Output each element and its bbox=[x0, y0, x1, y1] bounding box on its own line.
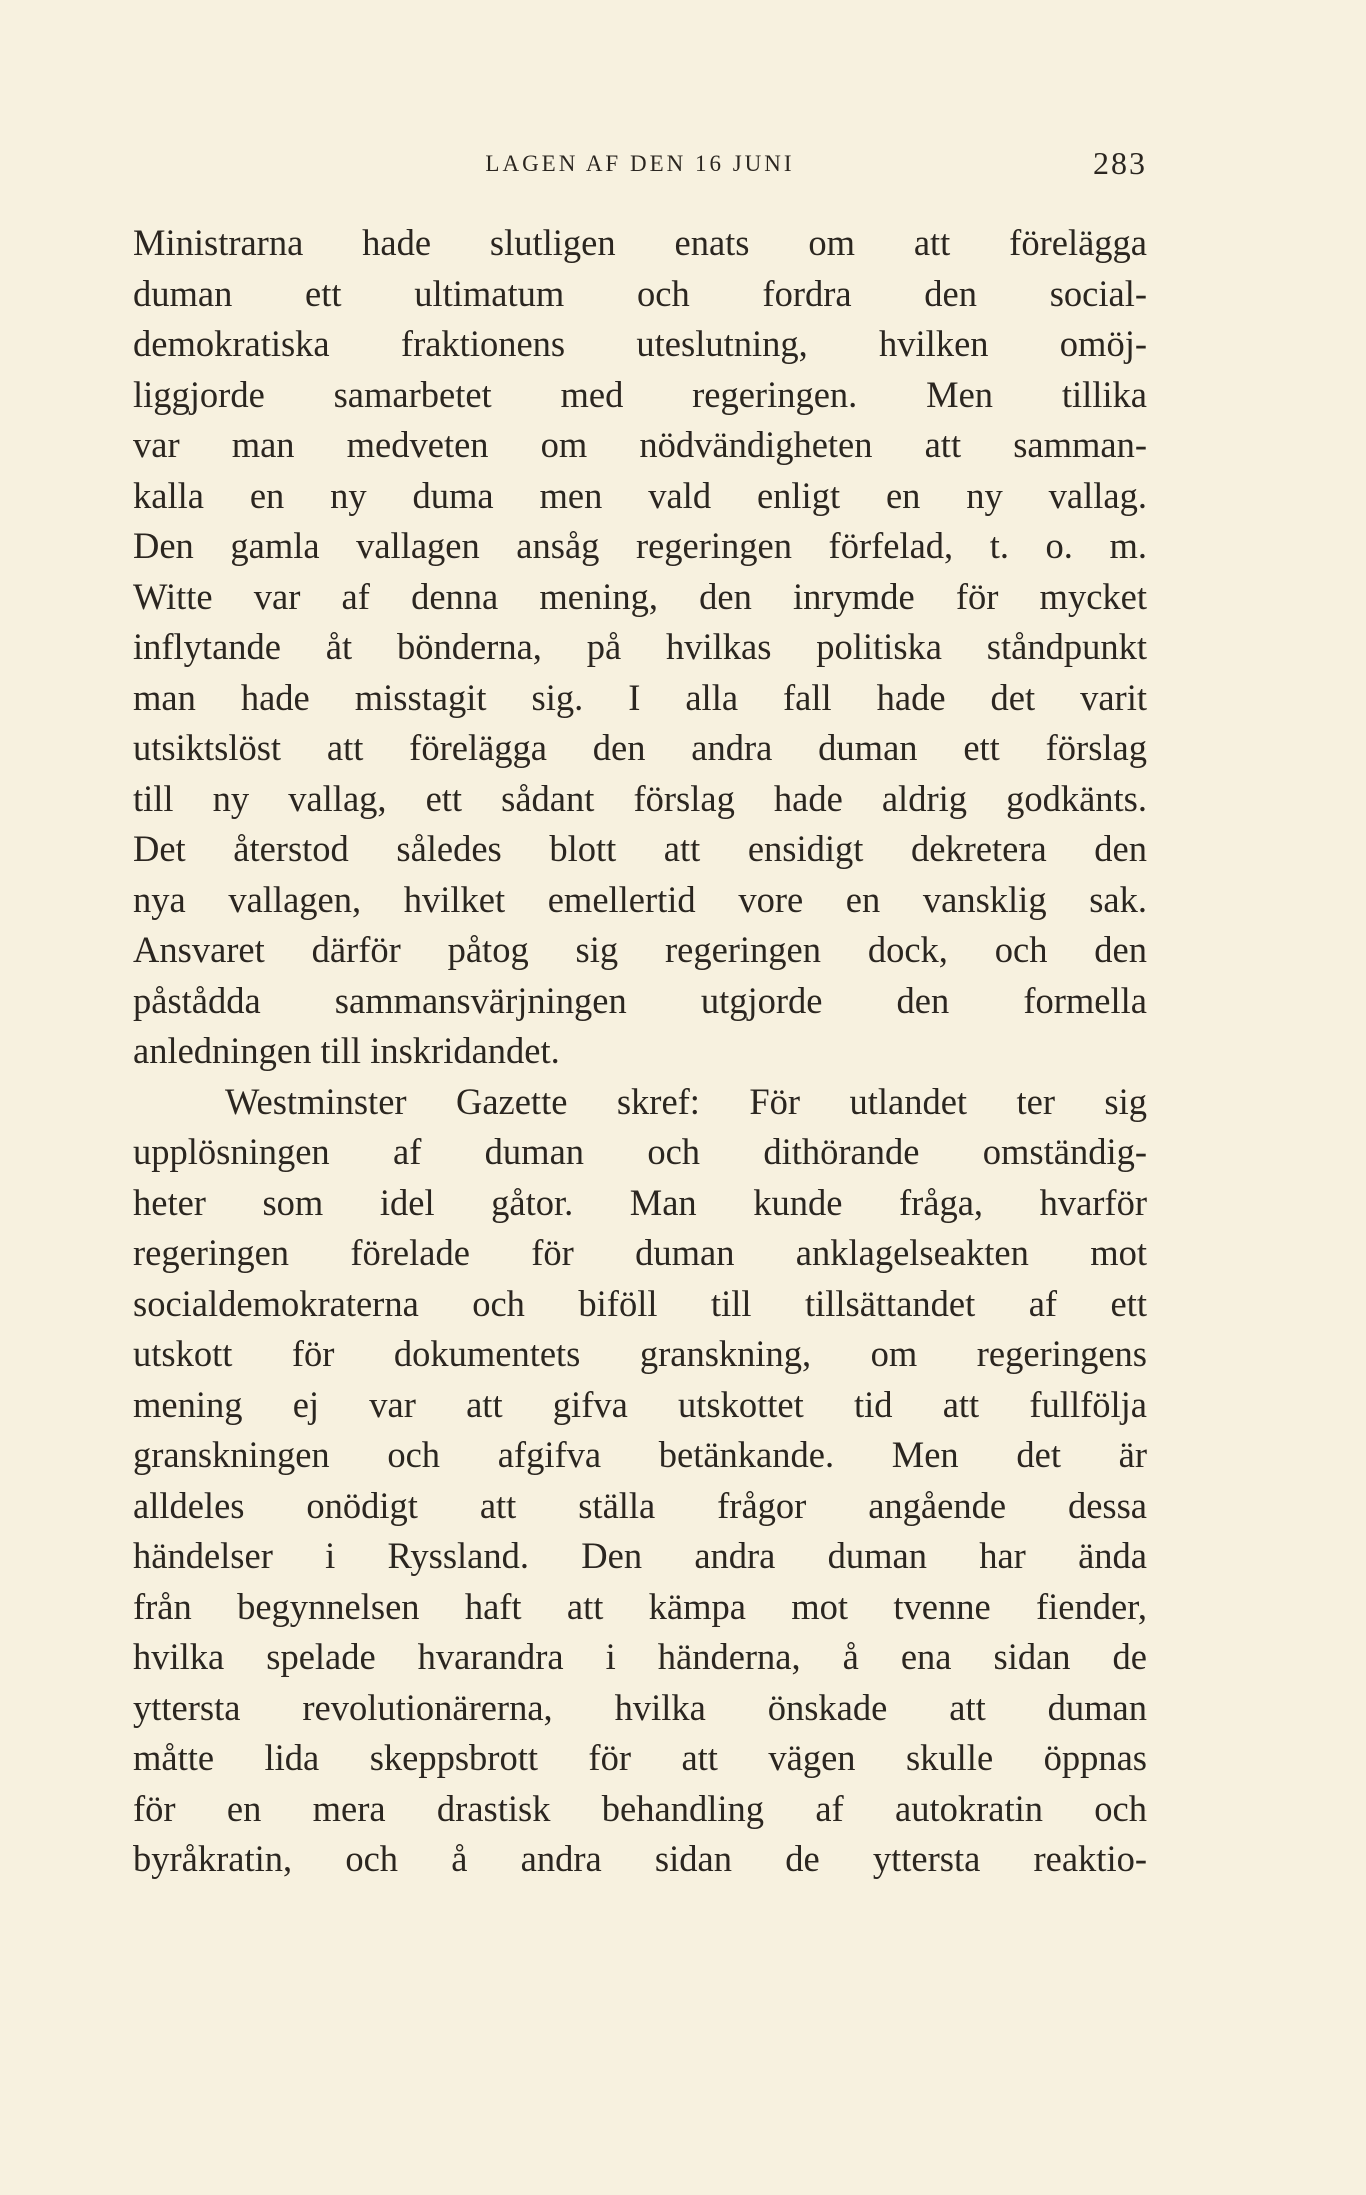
text-line: påstådda sammansvärjningen utgjorde den formella bbox=[133, 979, 1147, 1021]
text-line: nya vallagen, hvilket emellertid vore en vansklig sak. bbox=[133, 878, 1147, 920]
text-line: kalla en ny duma men vald enligt en ny vallag. bbox=[133, 474, 1147, 516]
text-line: Ansvaret därför påtog sig regeringen dock, och den bbox=[133, 929, 1147, 970]
text-line: från begynnelsen haft att kämpa mot tvenne fiender, bbox=[133, 1585, 1147, 1627]
text-line: händelser i Ryssland. Den andra duman har ända bbox=[133, 1535, 1147, 1576]
text-line: regeringen förelade för duman anklagelseakten mot bbox=[133, 1232, 1147, 1273]
text-line: Ministrarna hade slutligen enats om att förelägga bbox=[133, 222, 1147, 263]
text-line: Det återstod således blott att ensidigt dekretera den bbox=[133, 828, 1147, 869]
text-line: granskningen och afgifva betänkande. Men det är bbox=[133, 1434, 1147, 1475]
text-line: yttersta revolutionärerna, hvilka önskade att duman bbox=[133, 1686, 1147, 1728]
page-number: 283 bbox=[1093, 145, 1147, 181]
paragraph-first-line: Westminster Gazette skref: För utlandet ter sig bbox=[225, 1080, 1147, 1122]
text-line: liggjorde samarbetet med regeringen. Men tillika bbox=[133, 373, 1147, 415]
text-line: upplösningen af duman och dithörande omständig- bbox=[133, 1131, 1147, 1172]
page-header bbox=[133, 141, 1147, 191]
text-line: inflytande åt bönderna, på hvilkas politiska ståndpunkt bbox=[133, 626, 1147, 667]
text-line: utskott för dokumentets granskning, om regeringens bbox=[133, 1333, 1147, 1374]
text-line: Den gamla vallagen ansåg regeringen förfelad, t. o. m. bbox=[133, 525, 1147, 566]
text-line: man hade misstagit sig. I alla fall hade det varit bbox=[133, 676, 1147, 718]
text-line: till ny vallag, ett sådant förslag hade aldrig godkänts. bbox=[133, 777, 1147, 819]
running-head: LAGEN AF DEN 16 JUNI bbox=[485, 151, 795, 176]
text-line: mening ej var att gifva utskottet tid att fullfölja bbox=[133, 1383, 1147, 1425]
text-line: byråkratin, och å andra sidan de yttersta reaktio- bbox=[133, 1838, 1147, 1879]
text-line: utsiktslöst att förelägga den andra duman ett förslag bbox=[133, 727, 1147, 768]
body-text bbox=[133, 218, 1147, 1885]
text-line: heter som idel gåtor. Man kunde fråga, hvarför bbox=[133, 1181, 1147, 1223]
text-line: för en mera drastisk behandling af autokratin och bbox=[133, 1787, 1147, 1829]
text-line: var man medveten om nödvändigheten att samman- bbox=[133, 424, 1147, 465]
text-line: måtte lida skeppsbrott för att vägen skulle öppnas bbox=[133, 1737, 1147, 1778]
text-line: Witte var af denna mening, den inrymde för mycket bbox=[133, 575, 1147, 617]
text-line: socialdemokraterna och biföll till tillsättandet af ett bbox=[133, 1282, 1147, 1324]
text-line: demokratiska fraktionens uteslutning, hvilken omöj- bbox=[133, 323, 1147, 364]
text-line: duman ett ultimatum och fordra den social- bbox=[133, 272, 1147, 314]
text-line: alldeles onödigt att ställa frågor angående dessa bbox=[133, 1484, 1147, 1526]
text-line: hvilka spelade hvarandra i händerna, å ena sidan de bbox=[133, 1636, 1147, 1677]
paragraph-last-line: anledningen till inskridandet. bbox=[133, 1030, 560, 1071]
